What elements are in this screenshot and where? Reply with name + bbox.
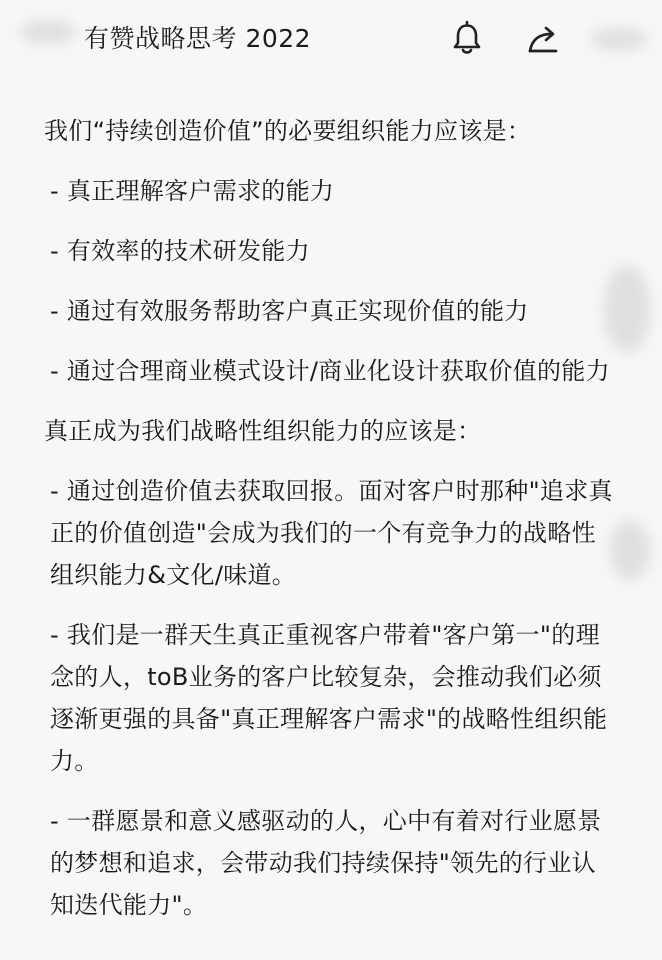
article-content — [44, 110, 618, 944]
bell-button[interactable] — [446, 18, 488, 60]
share-icon — [523, 20, 563, 58]
required-capability-1: - 真正理解客户需求的能力 — [50, 177, 335, 205]
strategic-point-2: - 我们是一群天生真正重视客户带着"客户第一"的理念的人，toB业务的客户比较复杂，会推动我们必须逐渐更强的具备"真正理解客户需求"的战略性组织能力。 — [50, 621, 608, 775]
bell-icon — [450, 20, 484, 58]
share-button[interactable] — [522, 18, 564, 60]
top-bar — [0, 0, 662, 84]
required-capability-2: - 有效率的技术研发能力 — [50, 237, 310, 265]
strategic-point-1: - 通过创造价值去获取回报。面对客户时那种"追求真正的价值创造"会成为我们的一个有竞争力的战略性组织能力&文化/味道。 — [50, 477, 613, 589]
strategic-heading: 真正成为我们战略性组织能力的应该是： — [44, 417, 482, 445]
required-capability-4: - 通过合理商业模式设计/商业化设计获取价值的能力 — [50, 357, 610, 385]
strategic-point-3: - 一群愿景和意义感驱动的人，心中有着对行业愿景的梦想和追求，会带动我们持续保持"领先的行业认知迭代能力"。 — [50, 807, 602, 919]
intro-paragraph: 我们“持续创造价值”的必要组织能力应该是： — [44, 117, 532, 145]
required-capability-3: - 通过有效服务帮助客户真正实现价值的能力 — [50, 297, 529, 325]
page-title: 有赞战略思考 2022 — [84, 24, 312, 53]
